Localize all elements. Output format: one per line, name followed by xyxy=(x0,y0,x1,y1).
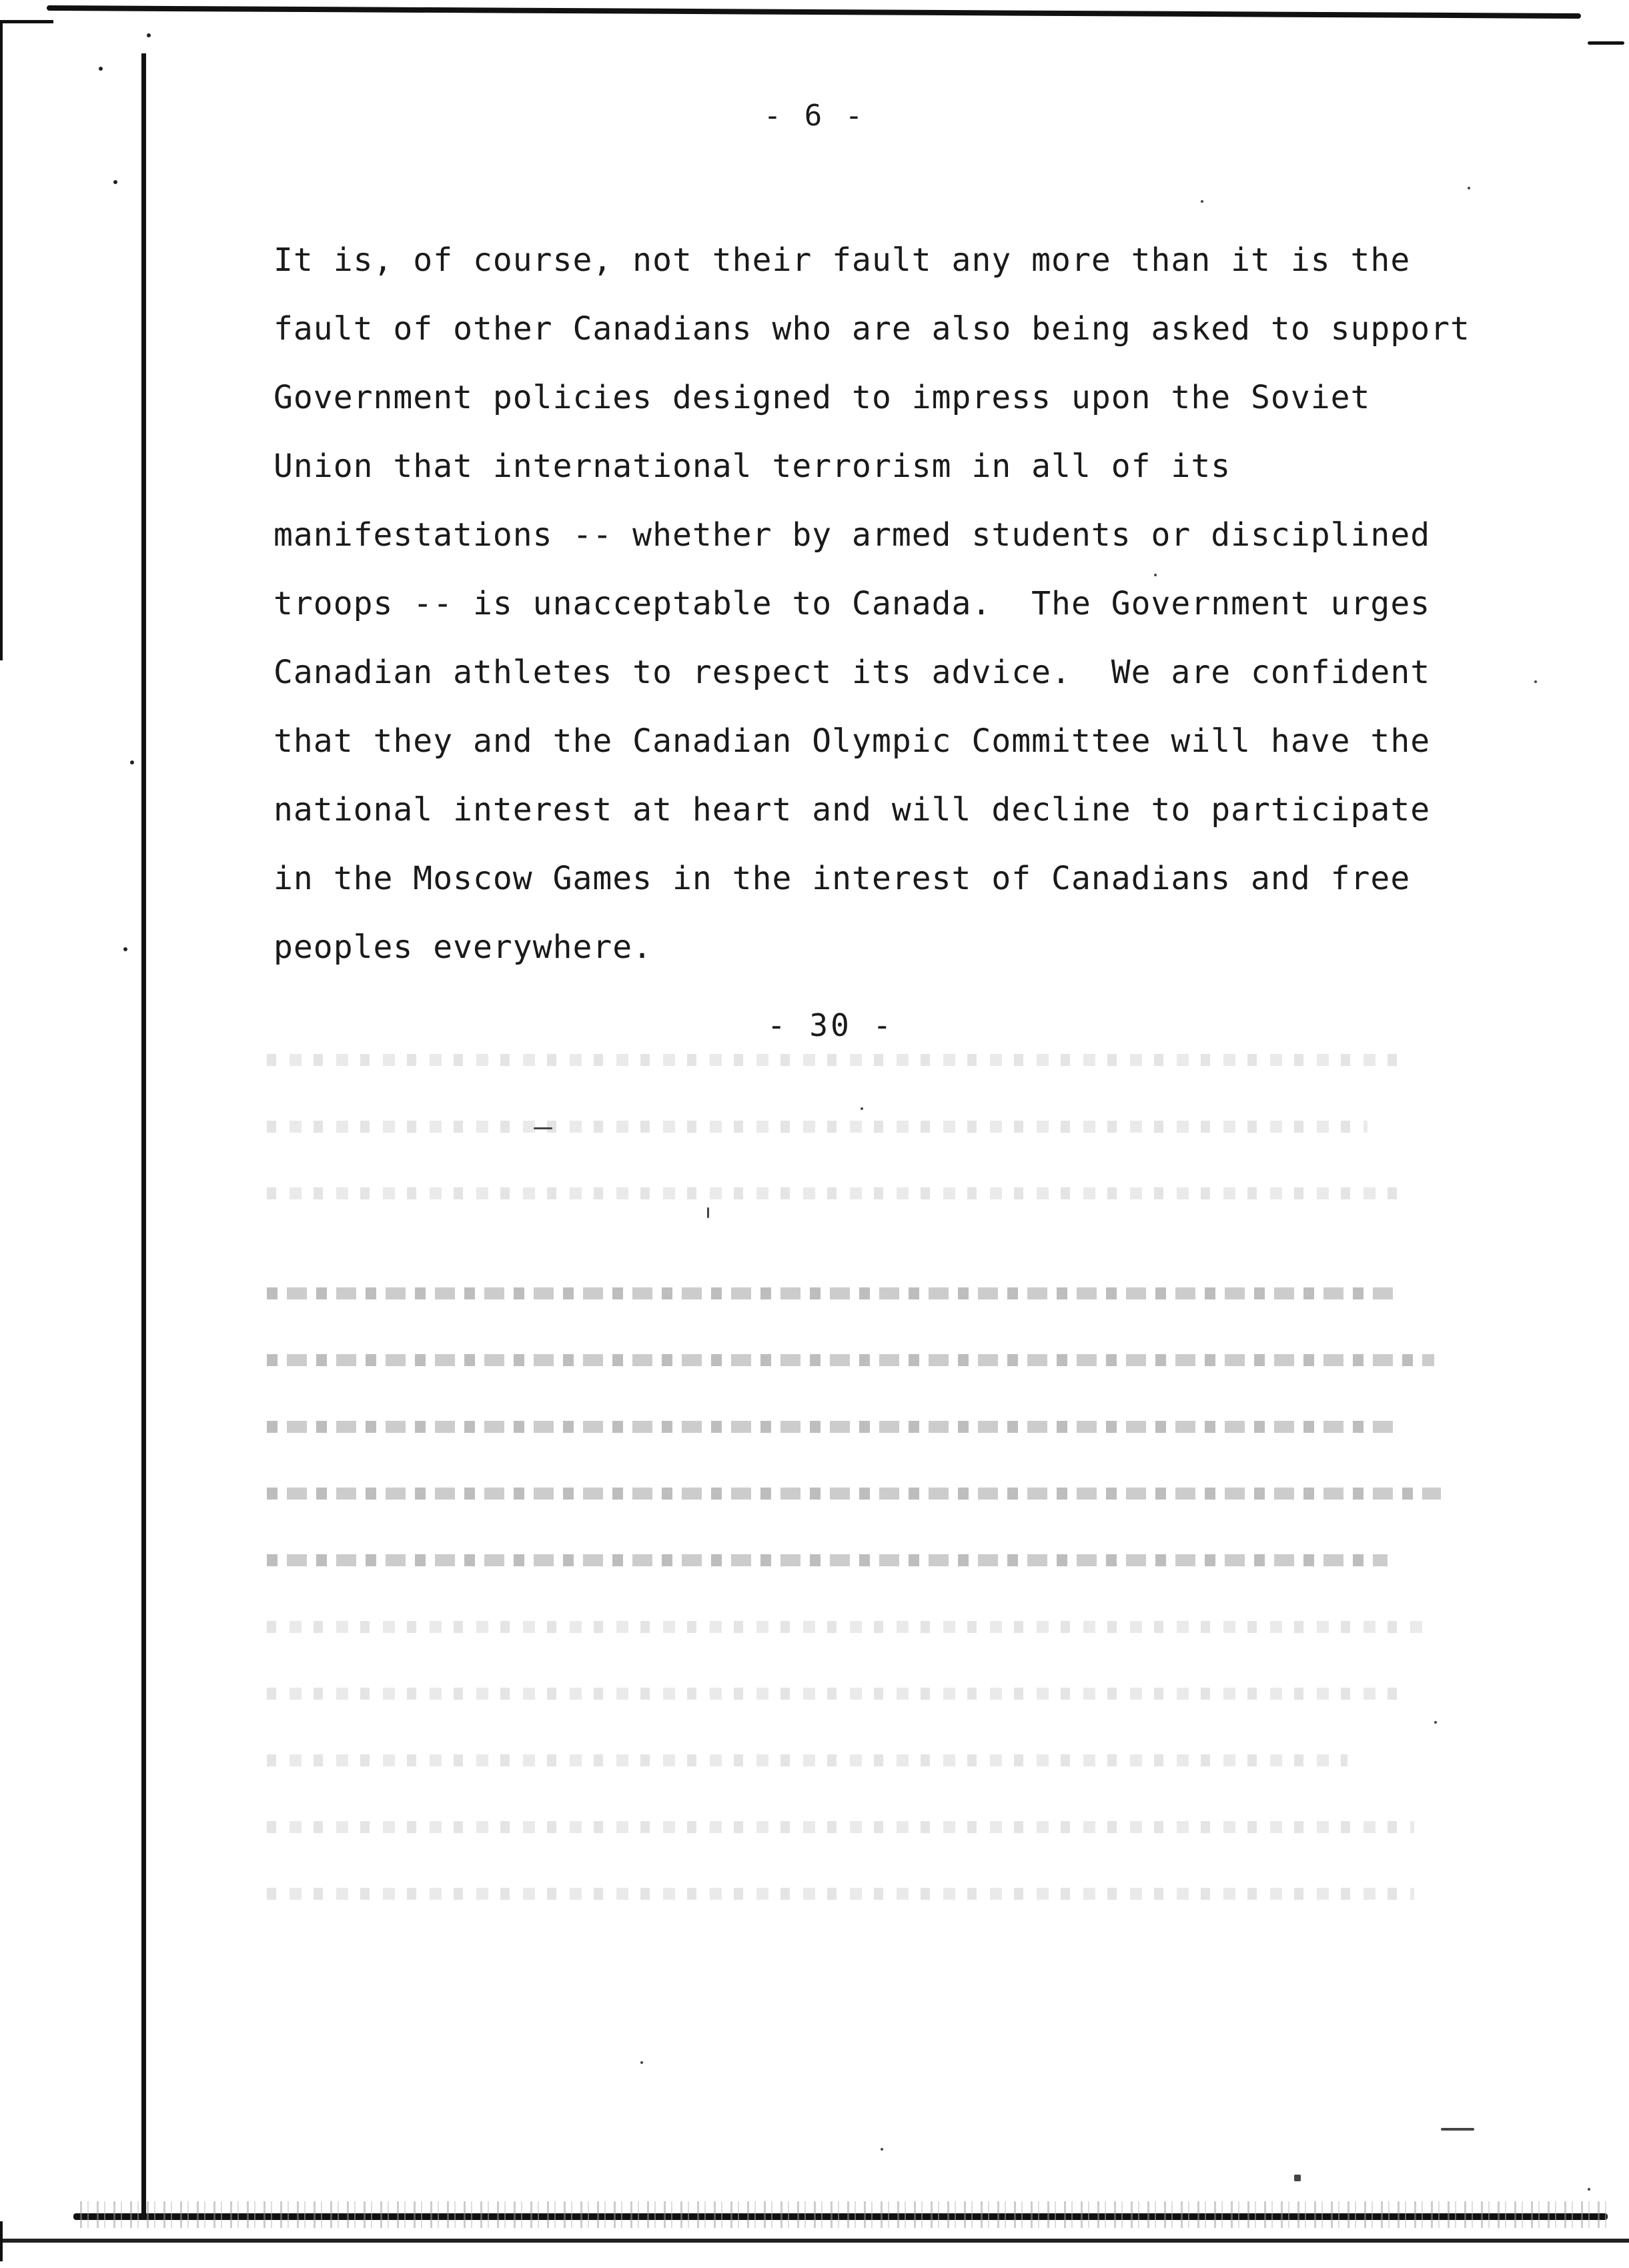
bleed-line xyxy=(267,1287,1401,1299)
scan-speck xyxy=(861,1107,863,1110)
bleed-line xyxy=(267,1421,1401,1433)
text-line: peoples everywhere. xyxy=(274,929,653,966)
bleed-line xyxy=(267,1054,1401,1066)
page-frame-outer-left-bottom xyxy=(0,2221,3,2261)
page-frame-corner xyxy=(0,20,53,23)
overlay-page-number: - 30 - xyxy=(767,1007,895,1043)
bleed-line xyxy=(267,1754,1347,1766)
scan-speck xyxy=(1588,2188,1590,2191)
page-number: - 6 - xyxy=(763,99,866,133)
bleed-line xyxy=(267,1187,1401,1199)
scan-speck xyxy=(1534,680,1537,683)
bleed-line xyxy=(267,1621,1428,1633)
bleed-line xyxy=(267,1488,1441,1500)
bleed-line xyxy=(267,1121,1368,1133)
scan-speck xyxy=(1441,2128,1474,2131)
scan-speck xyxy=(534,1127,552,1129)
bleed-line xyxy=(267,1354,1434,1366)
page-frame-right-mark xyxy=(1588,41,1624,45)
scan-speck xyxy=(1468,187,1470,189)
page-frame-left-binding-line xyxy=(141,53,146,2218)
scan-noise-strip xyxy=(80,2201,1614,2228)
text-line: It is, of course, not their fault any more than it is the xyxy=(274,241,1411,279)
bleed-line xyxy=(267,1688,1401,1700)
bleed-line xyxy=(267,1554,1388,1566)
bleed-line xyxy=(267,1821,1414,1833)
text-line: troops -- is unacceptable to Canada. The Government urges xyxy=(274,585,1431,622)
text-line: Government policies designed to impress upon the Soviet xyxy=(274,379,1371,416)
margin-mark xyxy=(123,947,127,951)
bleed-through-text xyxy=(267,1054,1468,2021)
body-paragraph xyxy=(274,233,1581,989)
text-line: that they and the Canadian Olympic Committee will have the xyxy=(274,722,1431,760)
text-line: national interest at heart and will decline to participate xyxy=(274,791,1431,828)
bleed-line xyxy=(267,1888,1414,1900)
page-frame-bottom-outer-edge xyxy=(0,2239,1629,2243)
scan-speck xyxy=(881,2148,883,2151)
scan-speck xyxy=(1294,2175,1301,2181)
text-line: Union that international terrorism in all of its xyxy=(274,448,1231,485)
text-line: in the Moscow Games in the interest of Canadians and free xyxy=(274,860,1411,897)
margin-mark xyxy=(113,180,117,184)
scan-speck xyxy=(1154,574,1157,576)
text-line: manifestations -- whether by armed students or disciplined xyxy=(274,516,1431,554)
scan-speck xyxy=(707,1207,709,1218)
text-line: fault of other Canadians who are also being asked to support xyxy=(274,310,1470,348)
scan-speck xyxy=(1434,1721,1437,1724)
scan-speck xyxy=(640,2061,643,2064)
page-frame-top-edge xyxy=(47,5,1581,19)
text-line: Canadian athletes to respect its advice. We are confident xyxy=(274,654,1431,691)
margin-mark xyxy=(147,33,151,37)
scan-speck xyxy=(1201,200,1203,203)
margin-mark xyxy=(99,67,103,71)
margin-mark xyxy=(130,760,134,764)
